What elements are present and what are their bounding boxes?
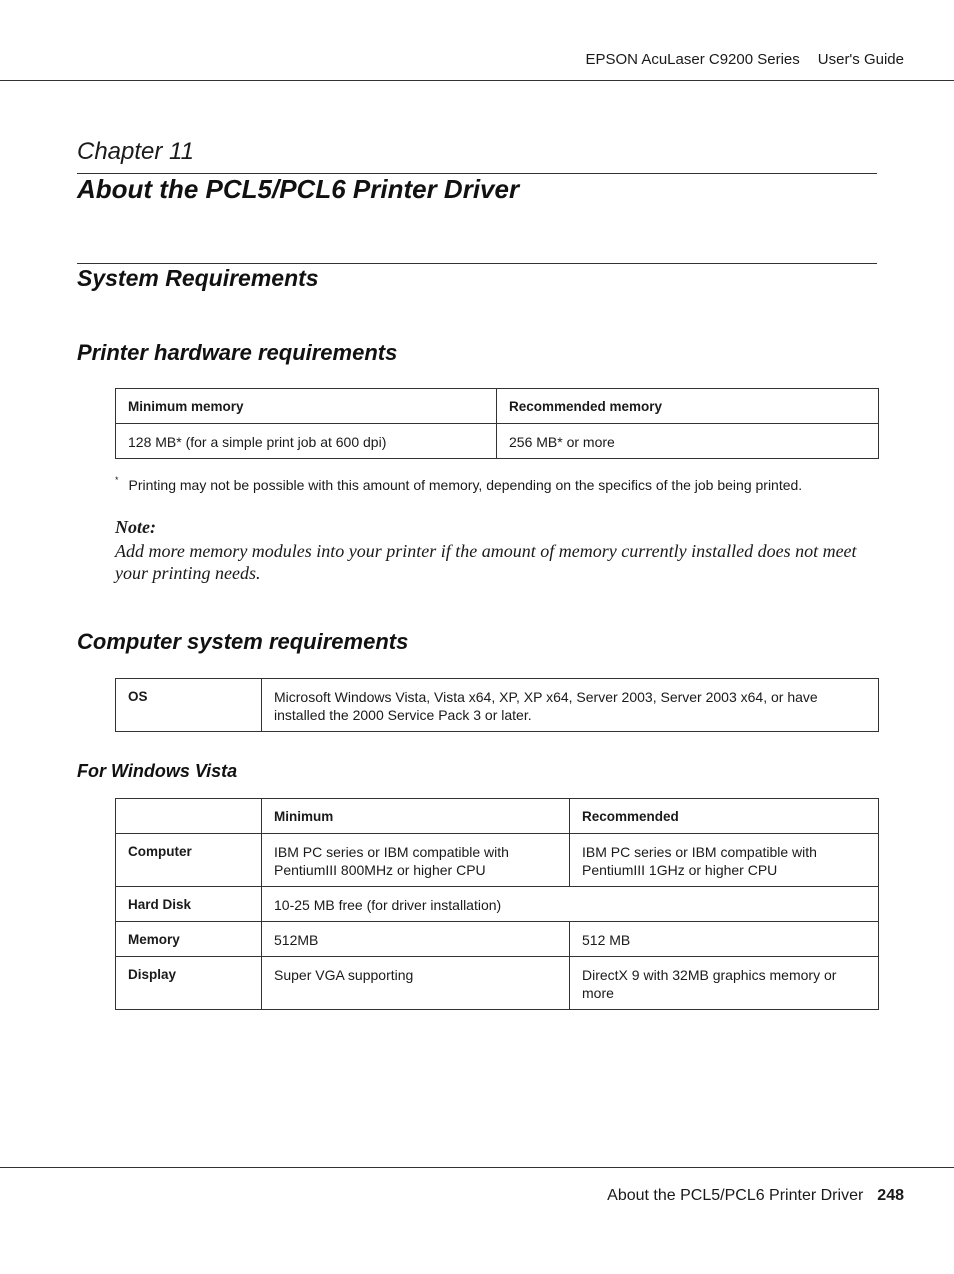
row-label: Display [116,957,262,1010]
table-cell: 512MB [262,922,570,957]
computer-system-heading: Computer system requirements [77,629,409,654]
running-footer [607,1187,904,1205]
note-label: Note: [115,517,156,537]
header-cell: Minimum memory [116,389,497,424]
header-cell: Minimum [262,799,570,834]
table-cell: 10-25 MB free (for driver installation) [262,887,879,922]
section-title: System Requirements [77,265,319,291]
table-row [116,887,879,922]
header-cell [116,799,262,834]
footer-divider [0,1167,954,1168]
footer-title: About the PCL5/PCL6 Printer Driver [607,1187,864,1204]
footnote [115,477,802,493]
table-row [116,922,879,957]
os-value: Microsoft Windows Vista, Vista x64, XP, XP x64, Server 2003, Server 2003 x64, or have installed the 2000 Service Pack 3 or later. [262,679,879,732]
header-cell: Recommended memory [497,389,879,424]
windows-vista-heading: For Windows Vista [77,761,238,781]
table-cell: 128 MB* (for a simple print job at 600 dpi) [116,424,497,459]
header-product: EPSON AcuLaser C9200 Series [585,51,800,68]
footnote-text: Printing may not be possible with this amount of memory, depending on the specifics of the job being printed. [128,477,803,493]
os-label: OS [116,679,262,732]
table-cell: DirectX 9 with 32MB graphics memory or more [570,957,879,1010]
footnote-mark: * [115,475,119,485]
page-number: 248 [877,1187,904,1204]
running-header [585,51,904,68]
header-cell: Recommended [570,799,879,834]
printer-hardware-table [115,388,879,459]
row-label: Hard Disk [116,887,262,922]
chapter-title: About the PCL5/PCL6 Printer Driver [77,174,520,204]
table-cell: 512 MB [570,922,879,957]
header-divider [0,80,954,81]
table-row [116,957,879,1010]
computer-system-table [115,678,879,732]
printer-hardware-heading: Printer hardware requirements [77,340,398,365]
note-text: Add more memory modules into your printer if the amount of memory currently installed does not meet your printing needs. [115,541,857,583]
table-cell: 256 MB* or more [497,424,879,459]
windows-vista-table [115,798,879,1010]
table-cell: Super VGA supporting [262,957,570,1010]
section-divider [77,263,877,264]
table-row [116,424,879,459]
table-cell: IBM PC series or IBM compatible with PentiumIII 1GHz or higher CPU [570,834,879,887]
row-label: Computer [116,834,262,887]
table-row [116,834,879,887]
header-guide: User's Guide [817,51,904,68]
row-label: Memory [116,922,262,957]
table-row [116,679,879,732]
table-header-row [116,799,879,834]
chapter-label: Chapter 11 [77,138,194,165]
table-header-row [116,389,879,424]
table-cell: IBM PC series or IBM compatible with PentiumIII 800MHz or higher CPU [262,834,570,887]
